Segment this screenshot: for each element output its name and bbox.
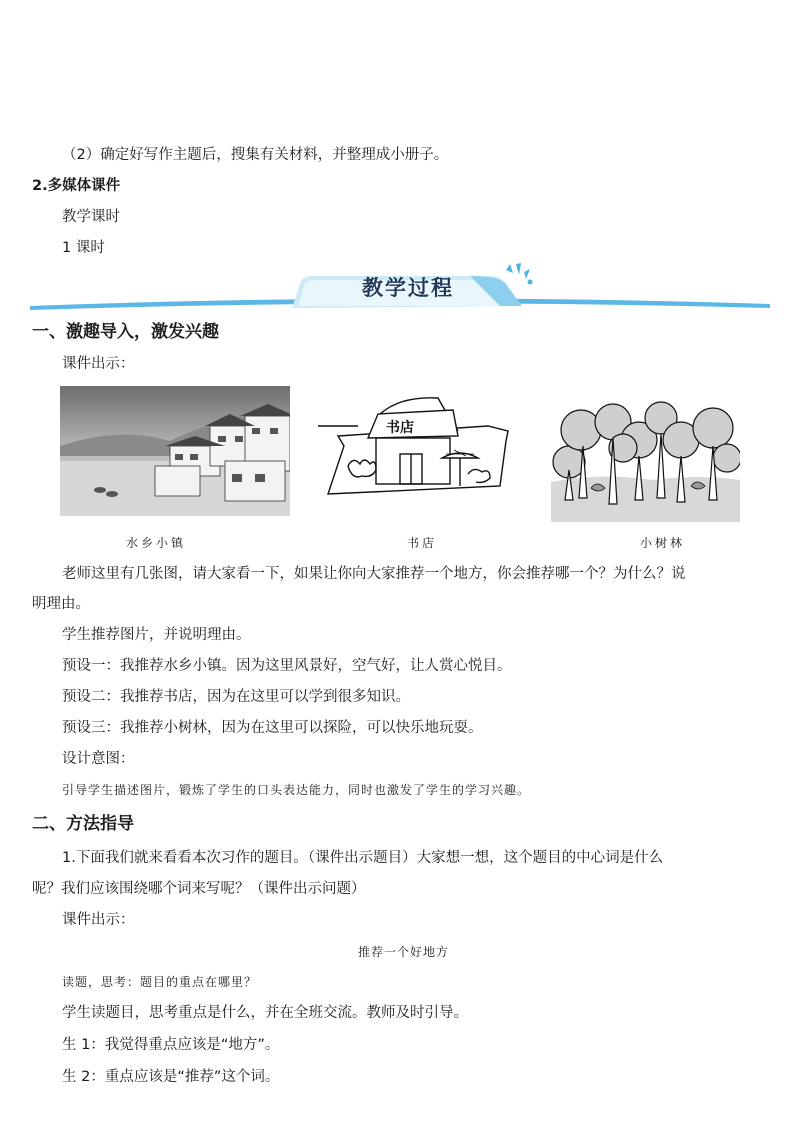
student-answer-1: 生 1：我觉得重点应该是“地方”。 [62,1037,280,1053]
section2-paragraph-1b: 呢？我们应该围绕哪个词来写呢？（课件出示问题） [32,881,366,897]
section2-paragraph-2: 学生读题目，思考重点是什么，并在全班交流。教师及时引导。 [62,1005,468,1021]
section1-paragraph-2: 学生推荐图片，并说明理由。 [62,627,251,643]
caption-water-town: 水乡小镇 [126,536,187,550]
student-answer-2: 生 2：重点应该是“推荐”这个词。 [62,1069,280,1085]
design-intent-text: 引导学生描述图片，锻炼了学生的口头表达能力，同时也激发了学生的学习兴趣。 [62,783,531,797]
section2-courseware-label: 课件出示： [62,912,135,928]
design-intent-label: 设计意图： [62,751,135,767]
grove-illustration [551,400,740,522]
section2-paragraph-1a: 1.下面我们就来看看本次习作的题目。（课件出示题目）大家想一想，这个题目的中心词是什么 [62,850,664,866]
bookstore-illustration [318,386,520,504]
lesson-time-label: 教学课时 [62,209,120,225]
banner-title: 教学过程 [362,276,454,300]
topic-title: 推荐一个好地方 [358,945,450,959]
section1-courseware-label: 课件出示： [62,356,135,372]
caption-grove: 小树林 [640,536,686,550]
requirement-2: （2）确定好写作主题后，搜集有关材料，并整理成小册子。 [62,147,449,163]
item-2-heading: 2.多媒体课件 [32,178,121,194]
caption-bookstore: 书店 [407,536,438,550]
water-town-illustration [60,386,290,516]
topic-question: 读题，思考：题目的重点在哪里？ [62,975,258,989]
preset-1: 预设一：我推荐水乡小镇。因为这里风景好，空气好，让人赏心悦目。 [62,658,512,674]
section1-paragraph-1a: 老师这里有几张图，请大家看一下，如果让你向大家推荐一个地方，你会推荐哪一个？为什么？说 [62,566,686,582]
bookstore-sign: 书店 [386,420,414,436]
section1-heading: 一、激趣导入，激发兴趣 [32,322,219,342]
lesson-time-value: 1 课时 [62,240,105,256]
preset-2: 预设二：我推荐书店，因为在这里可以学到很多知识。 [62,689,410,705]
section1-paragraph-1b: 明理由。 [32,596,90,612]
section2-heading: 二、方法指导 [32,814,134,834]
preset-3: 预设三：我推荐小树林，因为在这里可以探险，可以快乐地玩耍。 [62,720,483,736]
